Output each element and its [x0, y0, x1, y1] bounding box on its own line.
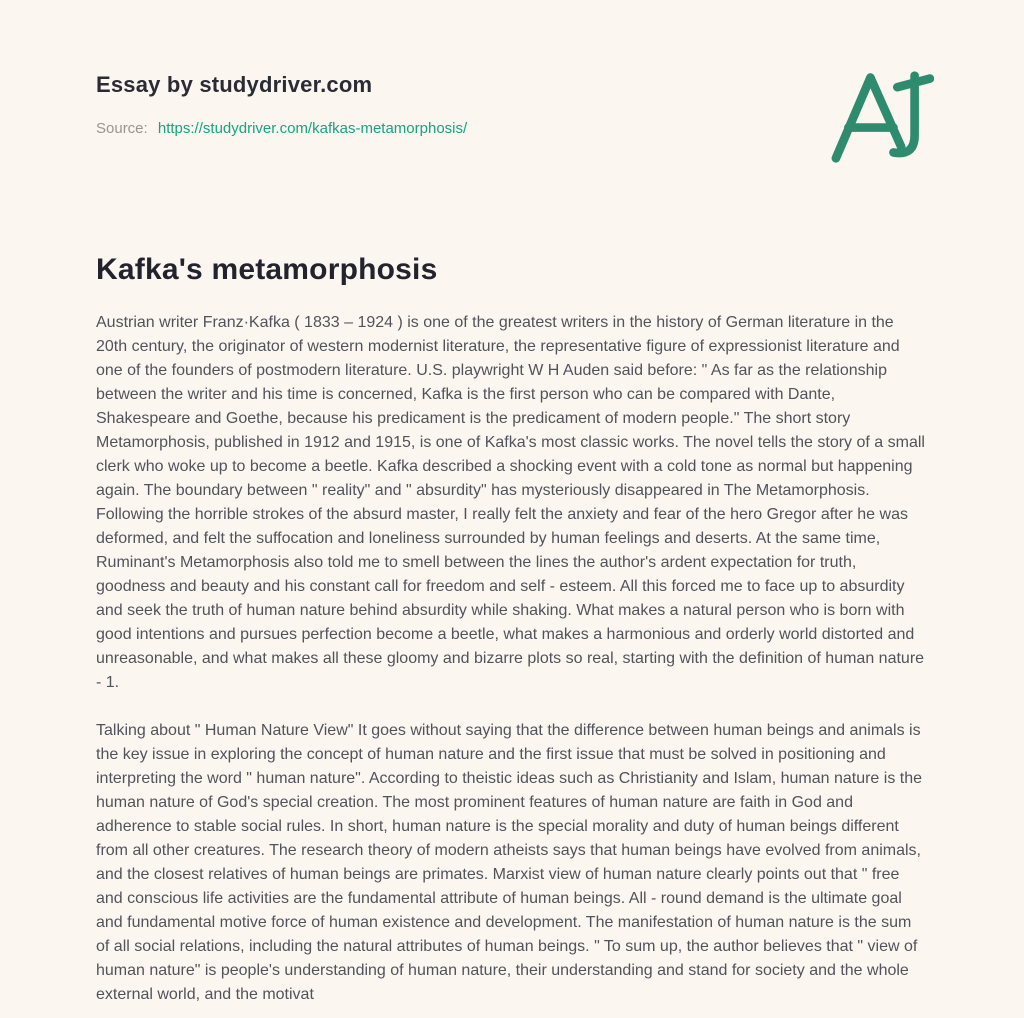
page-header	[96, 72, 928, 137]
article-title: Kafka's metamorphosis	[96, 253, 438, 286]
article-body	[96, 311, 928, 1007]
studydriver-logo-icon	[828, 68, 934, 164]
article	[96, 253, 928, 1007]
source-link[interactable]: https://studydriver.com/kafkas-metamorphosis/	[157, 120, 468, 137]
article-paragraph-2: Talking about " Human Nature View" It goes without saying that the difference between human beings and animals is the key issue in exploring the concept of human nature and the first issue that must be solved in positioning and interpreting the word " human nature". According to theistic ideas such as Christianity and Islam, human nature is the human nature of God's special creation. The most prominent features of human nature are faith in God and adherence to stable social rules. In short, human nature is the special morality and duty of human beings different from all other creatures. The research theory of modern atheists says that human beings have evolved from animals, and the closest relatives of human beings are primates. Marxist view of human nature clearly points out that " free and conscious life activities are the fundamental attribute of human beings. All - round demand is the ultimate goal and fundamental motive force of human existence and development. The manifestation of human nature is the sum of all social relations, including the natural attributes of human beings. " To sum up, the author believes that " view of human nature" is people's understanding of human nature, their understanding and stand for society and the whole external world, and the motivat	[96, 722, 923, 1003]
source-line	[96, 120, 928, 137]
article-paragraph-1: Austrian writer Franz·Kafka ( 1833 – 1924 ) is one of the greatest writers in the history of German literature in the 20th century, the originator of western modernist literature, the representative figure of expressionist literature and one of the founders of postmodern literature. U.S. playwright W H Auden said before: " As far as the relationship between the writer and his time is concerned, Kafka is the first person who can be compared with Dante, Shakespeare and Goethe, because his predicament is the predicament of modern people." The short story Metamorphosis, published in 1912 and 1915, is one of Kafka's most classic works. The novel tells the story of a small clerk who woke up to become a beetle. Kafka described a shocking event with a cold tone as normal but happening again. The boundary between " reality" and " absurdity" has mysteriously disappeared in The Metamorphosis. Following the horrible strokes of the absurd master, I really felt the anxiety and fear of the hero Gregor after he was deformed, and felt the suffocation and loneliness surrounded by human feelings and deserts. At the same time, Ruminant's Metamorphosis also told me to smell between the lines the author's ardent expectation for truth, goodness and beauty and his constant call for freedom and self - esteem. All this forced me to face up to absurdity and seek the truth of human nature behind absurdity while shaking. What makes a natural person who is born with good intentions and pursues perfection become a beetle, what makes a harmonious and orderly world distorted and unreasonable, and what makes all these gloomy and bizarre plots so real, starting with the definition of human nature - 1.	[96, 314, 925, 691]
brand-title: Essay by studydriver.com	[96, 72, 373, 97]
source-label: Source:	[96, 120, 148, 137]
